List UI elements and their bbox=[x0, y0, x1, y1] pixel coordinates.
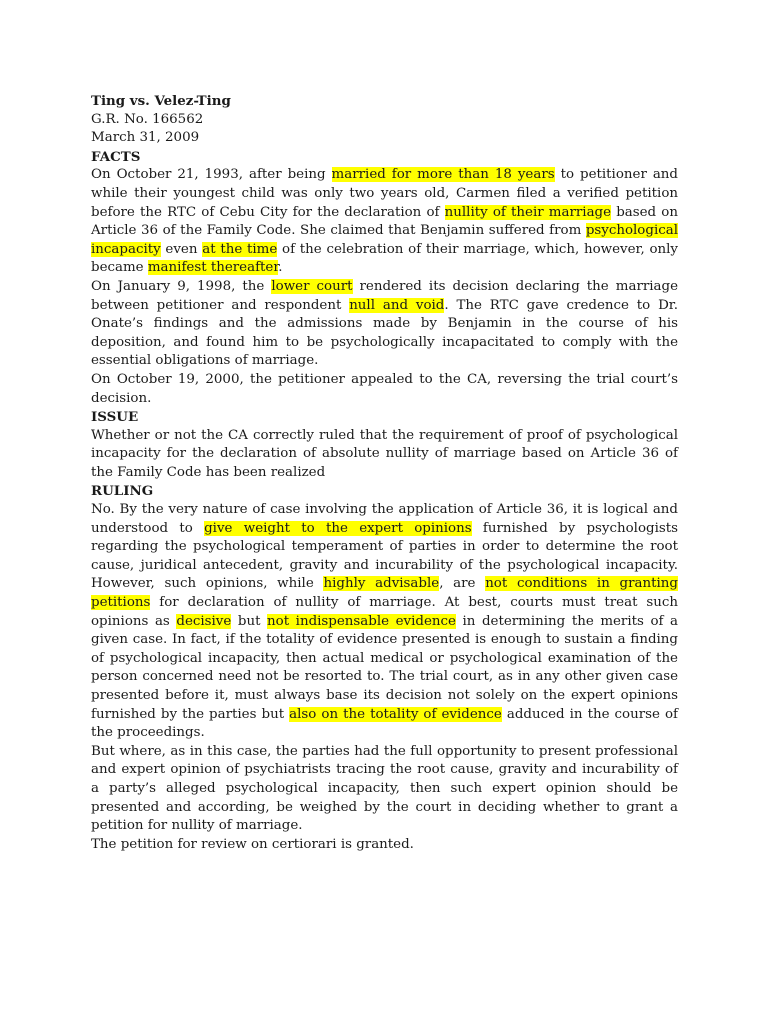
highlighted-text: married for more than 18 years bbox=[331, 167, 555, 183]
text-run: , are bbox=[439, 576, 486, 592]
case-sections bbox=[91, 148, 678, 855]
highlighted-text: nullity of their marriage bbox=[444, 204, 612, 220]
paragraph bbox=[91, 836, 678, 855]
paragraph bbox=[91, 743, 678, 836]
section-heading-ruling: RULING bbox=[91, 483, 154, 500]
highlighted-text: not indispensable evidence bbox=[267, 613, 456, 629]
highlighted-text: not conditions in granting petitions bbox=[91, 576, 678, 611]
section-heading-facts: FACTS bbox=[91, 148, 141, 165]
highlighted-text: highly advisable bbox=[323, 576, 440, 592]
highlighted-text: manifest thereafter bbox=[147, 260, 279, 276]
text-run: of the celebration of their marriage, which, however, only became bbox=[91, 241, 678, 276]
text-run: . bbox=[278, 260, 283, 276]
text-run: adduced in the course of the proceedings. bbox=[91, 706, 678, 741]
text-run: On October 21, 1993, after being bbox=[91, 167, 332, 183]
text-run: even bbox=[160, 241, 203, 257]
text-run: No. By the very nature of case involving the application of Article 36, it is logical and understood to bbox=[91, 502, 678, 536]
text-run: The petition for review on certiorari is granted. bbox=[91, 836, 414, 852]
highlighted-text: lower court bbox=[271, 278, 353, 294]
highlighted-text: give weight to the expert opinions bbox=[204, 520, 472, 536]
case-number: G.R. No. 166562 bbox=[91, 111, 204, 127]
highlighted-text: psychological incapacity bbox=[91, 223, 678, 257]
text-run: based on Article 36 of the Family Code. She claimed that Benjamin suffered from bbox=[91, 204, 678, 239]
case-title: Ting vs. Velez-Ting bbox=[91, 93, 231, 109]
text-run: to petitioner and while their youngest child was only two years old, Carmen filed a verified petition before the RTC of Cebu City for the declaration of bbox=[91, 167, 678, 220]
text-run: On January 9, 1998, the bbox=[91, 278, 272, 294]
text-run: for declaration of nullity of marriage. At best, courts must treat such opinions as bbox=[91, 595, 678, 629]
text-run: rendered its decision declaring the marriage between petitioner and respondent bbox=[91, 278, 679, 313]
section-heading-issue: ISSUE bbox=[91, 409, 139, 426]
highlighted-text: decisive bbox=[176, 613, 232, 629]
text-run: But where, as in this case, the parties had the full opportunity to present professional and expert opinion of psychiatrists tracing the root cause, gravity and incurability of a party’s alleged psychological incapacity, then such expert opinion should be presented and according, be weighed by the court in deciding whether to grant a petition for nullity of marriage. bbox=[91, 743, 678, 834]
text-run: in determining the merits of a given case. In fact, if the totality of evidence presented is enough to sustain a finding of psychological incapacity, then actual medical or psychological examination of the person concerned need not be resorted to. The trial court, as in any other given case presented before it, must always base its decision not solely on the expert opinions furnished by the parties but bbox=[91, 613, 679, 722]
paragraph bbox=[91, 166, 678, 278]
paragraph bbox=[91, 371, 678, 408]
paragraph bbox=[91, 501, 678, 743]
text-run: but bbox=[231, 613, 268, 629]
document-body bbox=[91, 92, 678, 854]
text-run: Whether or not the CA correctly ruled that the requirement of proof of psychological incapacity for the declaration of absolute nullity of marriage based on Article 36 of the Family Code has been realized bbox=[91, 427, 678, 480]
highlighted-text: at the time bbox=[202, 241, 278, 257]
text-run: furnished by psychologists regarding the psychological temperament of parties in order to determine the root cause, juridical antecedent, gravity and incurability of the psychological incapacity. However, such opinions, while bbox=[91, 520, 678, 592]
paragraph bbox=[91, 278, 678, 371]
paragraph bbox=[91, 427, 678, 483]
highlighted-text: also on the totality of evidence bbox=[289, 706, 502, 722]
case-date: March 31, 2009 bbox=[91, 130, 200, 146]
highlighted-text: null and void bbox=[349, 297, 445, 313]
text-run: On October 19, 2000, the petitioner appealed to the CA, reversing the trial court’s decision. bbox=[91, 371, 678, 406]
text-run: . The RTC gave credence to Dr. Onate’s findings and the admissions made by Benjamin in the course of his deposition, and found him to be psychologically incapacitated to comply with the essential obligations of marriage. bbox=[91, 297, 678, 369]
